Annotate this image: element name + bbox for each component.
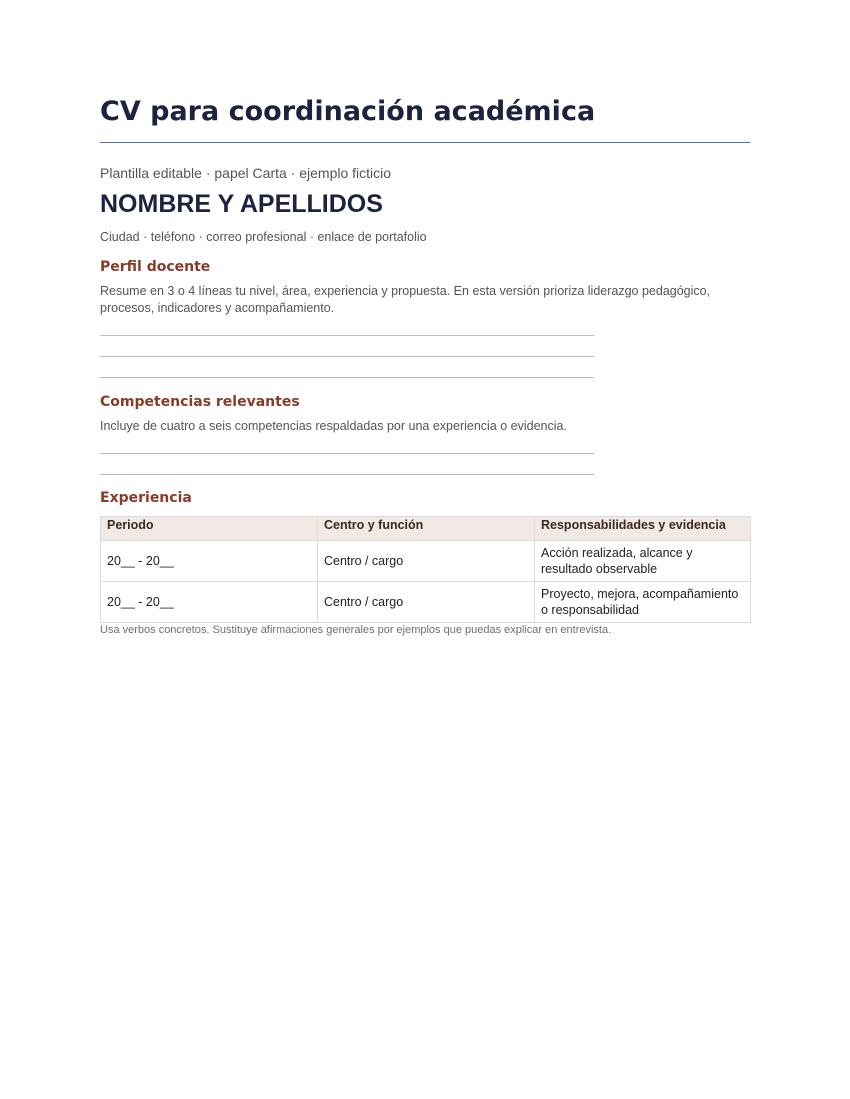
writing-line[interactable] [100,356,594,357]
cell-responsabilidades[interactable]: Proyecto, mejora, acompañamiento o responsabilidad [535,582,751,623]
experience-table [100,516,751,623]
table-row [101,541,751,582]
column-header-responsabilidades: Responsabilidades y evidencia [535,517,751,541]
section-text-perfil: Resume en 3 o 4 líneas tu nivel, área, experiencia y propuesta. En esta versión prioriza liderazgo pedagógico, procesos, indicadores y acompañamiento. [100,284,711,315]
table-row [101,582,751,623]
writing-line[interactable] [100,335,594,336]
section-text-competencias: Incluye de cuatro a seis competencias respaldadas por una experiencia o evidencia. [100,419,567,433]
document-title: CV para coordinación académica [100,96,596,127]
cell-periodo[interactable]: 20__ - 20__ [101,582,318,623]
experience-note: Usa verbos concretos. Sustituye afirmaciones generales por ejemplos que puedas explicar en entrevista. [100,624,612,636]
cell-responsabilidades[interactable]: Acción realizada, alcance y resultado observable [535,541,751,582]
column-header-centro: Centro y función [318,517,535,541]
writing-line[interactable] [100,474,594,475]
cell-centro[interactable]: Centro / cargo [318,582,535,623]
contact-line: Ciudad · teléfono · correo profesional · enlace de portafolio [100,230,427,244]
column-header-periodo: Periodo [101,517,318,541]
cell-centro[interactable]: Centro / cargo [318,541,535,582]
cell-periodo[interactable]: 20__ - 20__ [101,541,318,582]
section-heading-competencias: Competencias relevantes [100,394,300,410]
section-heading-experiencia: Experiencia [100,490,192,506]
document-subtitle: Plantilla editable · papel Carta · ejemplo ficticio [100,165,392,181]
writing-line[interactable] [100,453,594,454]
table-header-row [101,517,751,541]
title-divider [100,142,750,143]
candidate-name: NOMBRE Y APELLIDOS [100,190,383,218]
section-heading-perfil: Perfil docente [100,259,211,275]
writing-line[interactable] [100,377,594,378]
